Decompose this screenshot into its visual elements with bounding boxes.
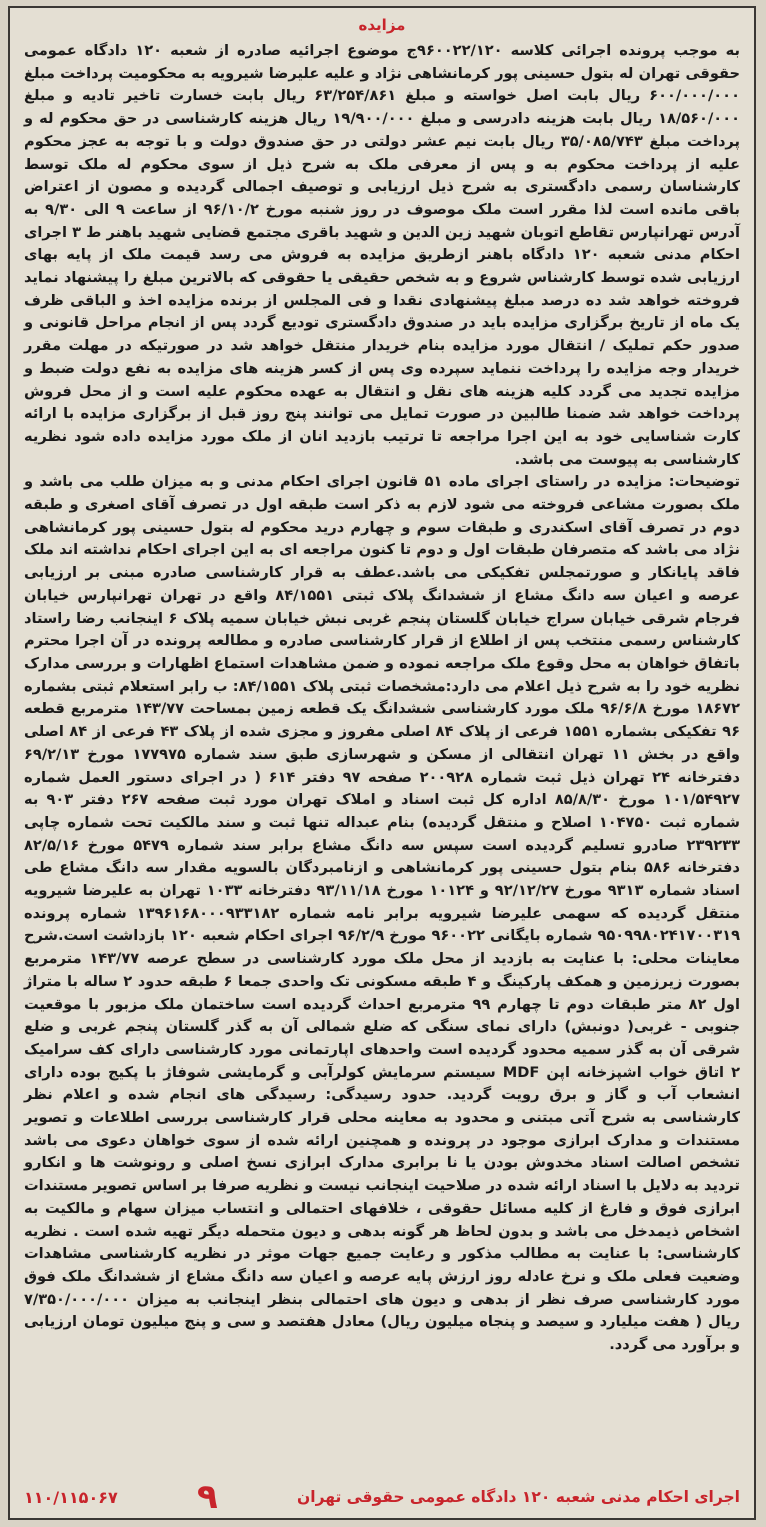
notice-body [24,40,740,1357]
notice-paragraph: به موجب پرونده اجرائی کلاسه ۹۶۰۰۲۲/۱۲۰ج موضوع اجرائیه صادره از شعبه ۱۲۰ دادگاه عمومی حقوقی تهران له بتول حسینی پور کرمانشاهی نژاد و علیه علیرضا شیرویه به محکومیت پرداخت مبلغ ۶۰۰/۰۰۰/۰۰۰ ریال بابت اصل خواسته و مبلغ ۶۳/۲۵۴/۸۶۱ ریال بابت خسارت تاخیر تادیه و مبلغ ۱۸/۵۶۰/۰۰۰ ریال بابت هزینه دادرسی و مبلغ ۱۹/۹۰۰/۰۰۰ ریال هزینه کارشناسی در حق محکوم له و پرداخت مبلغ ۳۵/۰۸۵/۷۴۳ ریال بابت نیم عشر دولتی در حق صندوق دولت و با توجه به عجز محکوم علیه از پرداخت محکوم به و پس از معرفی ملک به شرح ذیل از سوی محکوم له ملک توسط کارشناسان رسمی دادگستری به شرح ذیل ارزیابی و توصیف اجمالی گردیده و مصون از اعتراض باقی مانده است لذا مقرر است ملک موصوف در روز شنبه مورخ ۹۶/۱۰/۲ از ساعت ۹ الی ۹/۳۰ به آدرس تهرانپارس تقاطع اتوبان شهید زین الدین و شهید باقری مجتمع قضایی شهید باهنر ط ۳ اجرای احکام مدنی شعبه ۱۲۰ دادگاه باهنر ازطریق مزایده به فروش می رسد قیمت ملک از پایه بهای ارزیابی شده توسط کارشناس شروع و به شخص حقیقی یا حقوقی که بالاترین مبلغ را پیشنهاد نماید فروخته خواهد شد ده درصد مبلغ پیشنهادی نقدا و فی المجلس از برنده مزایده اخذ و الباقی ظرف یک ماه از تاریخ برگزاری مزایده باید در صندوق دادگستری تودیع گردد پس از انجام مراحل قانونی و صدور حکم تملیک / انتقال مورد مزایده بنام خریدار منتقل خواهد شد در صورتیکه در مهلت مقرر خریدار وجه مزایده را پرداخت ننماید سپرده وی پس از کسر هزینه های مزایده به نفع دولت ضبط و مزایده تجدید می گردد کلیه هزینه های نقل و انتقال به عهده محکوم علیه است و از محل فروش پرداخت خواهد شد ضمنا طالبین در صورت تمایل می توانند پنج روز قبل از برگزاری مزایده با ارائه کارت شناسایی خود به این اجرا مراجعه تا ترتیب بازدید انان از ملک مورد مزایده داده شود نظریه کارشناسی به پیوست می باشد. [24,42,741,468]
notice-paragraph: توضیحات: مزایده در راستای اجرای ماده ۵۱ قانون اجرای احکام مدنی و به میزان طلب می باشد و ملک بصورت مشاعی فروخته می شود لازم به ذکر است طبقه اول در تصرف آقای اصغری و طبقه دوم در تصرف آقای اسکندری و طبقات سوم و چهارم درید محکوم له بتول حسینی پور کرمانشاهی نژاد می باشد که متصرفان طبقات اول و دوم تا کنون مراجعه ای به این اجرای احکام نداشته اند ملک فاقد پایانکار و صورتمجلس تفکیکی می باشد.عطف به قرار کارشناسی صادره مبنی بر ارزیابی عرصه و اعیان سه دانگ مشاع از ششدانگ پلاک ثبتی ۸۴/۱۵۵۱ واقع در تهران تهرانپارس خیابان فرجام شرقی خیابان سراج خیابان گلستان پنجم غربی نبش خیابان سمیه پلاک ۶ اینجانب رضا راستاد کارشناس رسمی منتخب پس از اطلاع از قرار کارشناسی صادره و مطالعه پرونده در آن اجرا محترم باتفاق خواهان به محل وقوع ملک مراجعه نموده و ضمن مشاهدات استماع اظهارات و بررسی مدارک نظریه خود را به شرح ذیل اعلام می دارد:مشخصات ثبتی پلاک ۸۴/۱۵۵۱: ب رابر استعلام ثبتی بشماره ۱۸۶۷۲ مورخ ۹۶/۶/۸ ملک مورد کارشناسی ششدانگ یک قطعه زمین بمساحت ۱۴۳/۷۷ مترمربع قطعه ۹۶ تفکیکی بشماره ۱۵۵۱ فرعی از پلاک ۸۴ اصلی مفروز و مجزی شده از پلاک ۴۳ فرعی از ۸۴ اصلی واقع در بخش ۱۱ تهران انتقالی از مسکن و شهرسازی طبق سند شماره ۱۷۷۹۷۵ مورخ ۶۹/۲/۱۳ دفترخانه ۲۴ تهران ذیل ثبت شماره ۲۰۰۹۲۸ صفحه ۹۷ دفتر ۶۱۴ ( در اجرای دستور العمل شماره ۱۰۱/۵۴۹۲۷ مورخ ۸۵/۸/۳۰ اداره کل ثبت اسناد و املاک تهران مورد ثبت صفحه ۲۶۷ دفتر ۹۰۳ به شماره ثبت ۱۰۴۷۵۰ اصلاح و منتقل گردیده) بنام عبداله تنها ثبت و سند مالکیت تحت شماره چاپی ۲۳۹۲۳۳ صادرو تسلیم گردیده است سپس سه دانگ مشاع برابر سند شماره ۵۴۷۹ مورخ ۸۲/۵/۱۶ دفترخانه ۵۸۶ بنام بتول حسینی پور کرمانشاهی و ازنامبردگان بالسویه مقدار سه دانگ مشاع طی اسناد شماره ۹۳۱۳ مورخ ۹۲/۱۲/۲۷ و ۱۰۱۲۴ مورخ ۹۳/۱۱/۱۸ دفترخانه ۱۰۳۳ تهران به علیرضا شیرویه منتقل گردیده که سهمی علیرضا شیرویه برابر نامه شماره ۱۳۹۶۱۶۸۰۰۰۹۳۳۱۸۲ شماره پرونده ۹۵۰۹۹۸۰۲۴۱۷۰۰۳۱۹ شماره بایگانی ۹۶۰۰۲۲ مورخ ۹۶/۲/۹ اجرای احکام شعبه ۱۲۰ بازداشت است.شرح معاینات محلی: با عنایت به بازدید از محل ملک مورد کارشناسی در سطح عرصه ۱۴۳/۷۷ مترمربع بصورت زیرزمین و همکف پارکینگ و ۴ طبقه مسکونی تک واحدی جمعا ۶ طبقه حدود ۲ ساله با متراژ اول ۸۲ متر طبقات دوم تا چهارم ۹۹ مترمربع احداث گردیده است ساختمان ملک مزبور با موقعیت جنوبی - غربی( دونبش) دارای نمای سنگی که ضلع شمالی آن به گذر گلستان پنجم غربی و ضلع شرقی آن به گذر سمیه محدود گردیده است واحدهای اپارتمانی مورد کارشناسی دارای کف سرامیک ۲ اتاق خواب اشپزخانه اپن MDF سیستم سرمایش کولرآبی و گرمایشی شوفاژ با پکیج بوده دارای انشعاب آب و گاز و برق رویت گردید. حدود رسیدگی: رسیدگی های انجام شده و اعلام نظر کارشناسی به شرح آتی مبتنی و محدود به معاینه محلی قرار کارشناسی بررسی اطلاعات و تصویر مستندات و مدارک ابرازی موجود در پرونده و همچنین ارائه شده از سوی خواهان دعوی می باشد تشخص اصالت اسناد مخدوش بودن یا نا برابری مدارک ابرازی نسخ اصلی و رونوشت ها و انکارو تردید به دلایل با اسناد ارائه شده در صلاحیت اینجانب نیست و نظریه صرفا بر اساس تصویر مستندات ابرازی فوق و فارغ از کلیه مسائل حقوقی ، خلافهای احتمالی و انتساب میزان سهام و مالکیت به اشخاص ذیمدخل می باشد و بدون لحاظ هر گونه بدهی و دیون متحمله دیگر تهیه شده است . نظریه کارشناسی: با عنایت به مطالب مذکور و رعایت جمیع جهات موثر در نظریه کارشناسی مشاهدات وضعیت فعلی ملک و نرخ عادله روز ارزش پایه عرصه و اعیان سه دانگ مشاع از ششدانگ ملک فوق مورد کارشناسی صرف نظر از بدهی و دیون های احتمالی بنظر اینجانب به میزان ۷/۳۵۰/۰۰۰/۰۰۰ ریال ( هفت میلیارد و سیصد و پنجاه میلیون ریال) معادل هفتصد و سی و پنج میلیون تومان ارزیابی و برآورد می گردد. [24,473,741,1354]
page-number: ۹ [197,1477,218,1517]
notice-footer [24,1477,740,1517]
auction-notice [8,6,756,1520]
issuer-name: اجرای احکام مدنی شعبه ۱۲۰ دادگاه عمومی حقوقی تهران [297,1488,740,1506]
notice-title: مزایده [358,16,406,34]
reference-code: ۱۱۰/۱۱۵۰۶۷ [24,1487,118,1507]
